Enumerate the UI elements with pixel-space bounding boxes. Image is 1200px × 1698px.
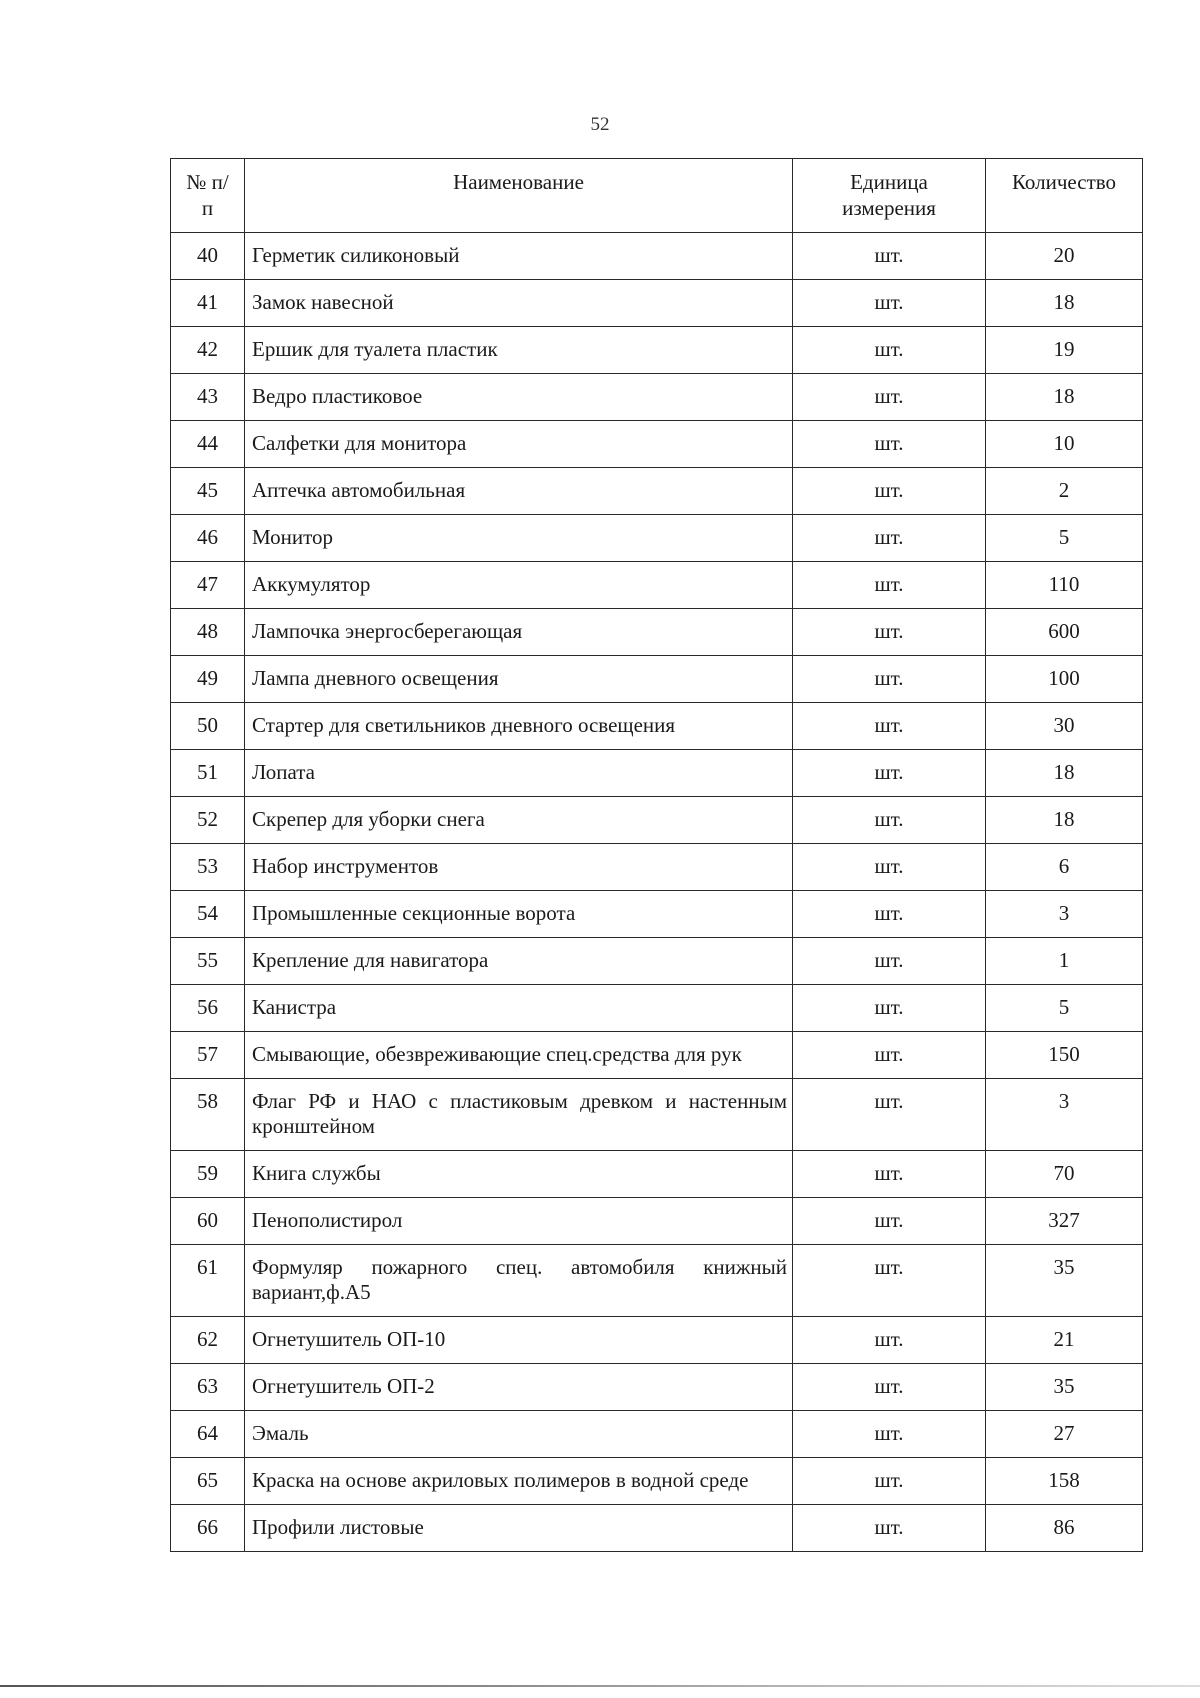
- unit-of-measure: шт.: [793, 985, 986, 1032]
- item-quantity: 86: [986, 1505, 1143, 1552]
- table-header-row: [171, 159, 1143, 233]
- unit-of-measure: шт.: [793, 750, 986, 797]
- unit-of-measure: шт.: [793, 703, 986, 750]
- inventory-table: [170, 158, 1143, 1552]
- table-row: [171, 609, 1143, 656]
- row-number: 58: [171, 1079, 245, 1151]
- item-name: Краска на основе акриловых полимеров в водной среде: [245, 1458, 793, 1505]
- table-row: [171, 1079, 1143, 1151]
- table-row: [171, 1364, 1143, 1411]
- row-number: 59: [171, 1151, 245, 1198]
- item-quantity: 5: [986, 515, 1143, 562]
- page-number: 52: [590, 114, 610, 135]
- item-quantity: 20: [986, 233, 1143, 280]
- unit-of-measure: шт.: [793, 609, 986, 656]
- item-name: Огнетушитель ОП-2: [245, 1364, 793, 1411]
- unit-of-measure: шт.: [793, 468, 986, 515]
- row-number: 62: [171, 1317, 245, 1364]
- item-name: Аккумулятор: [245, 562, 793, 609]
- item-quantity: 327: [986, 1198, 1143, 1245]
- item-quantity: 3: [986, 1079, 1143, 1151]
- item-quantity: 70: [986, 1151, 1143, 1198]
- item-name: Огнетушитель ОП-10: [245, 1317, 793, 1364]
- header-name: Наименование: [245, 159, 793, 233]
- row-number: 46: [171, 515, 245, 562]
- item-quantity: 2: [986, 468, 1143, 515]
- item-quantity: 30: [986, 703, 1143, 750]
- row-number: 49: [171, 656, 245, 703]
- table-row: [171, 844, 1143, 891]
- item-quantity: 158: [986, 1458, 1143, 1505]
- item-quantity: 5: [986, 985, 1143, 1032]
- unit-of-measure: шт.: [793, 891, 986, 938]
- table-row: [171, 1411, 1143, 1458]
- table-row: [171, 1198, 1143, 1245]
- row-number: 48: [171, 609, 245, 656]
- unit-of-measure: шт.: [793, 1079, 986, 1151]
- table-row: [171, 562, 1143, 609]
- item-quantity: 35: [986, 1245, 1143, 1317]
- table-body: [171, 233, 1143, 1552]
- unit-of-measure: шт.: [793, 1151, 986, 1198]
- row-number: 53: [171, 844, 245, 891]
- row-number: 50: [171, 703, 245, 750]
- item-name: Монитор: [245, 515, 793, 562]
- row-number: 63: [171, 1364, 245, 1411]
- unit-of-measure: шт.: [793, 797, 986, 844]
- item-name: Лампа дневного освещения: [245, 656, 793, 703]
- table-row: [171, 1032, 1143, 1079]
- table-row: [171, 280, 1143, 327]
- unit-of-measure: шт.: [793, 233, 986, 280]
- table-row: [171, 797, 1143, 844]
- item-name: Ершик для туалета пластик: [245, 327, 793, 374]
- row-number: 64: [171, 1411, 245, 1458]
- item-quantity: 19: [986, 327, 1143, 374]
- table-row: [171, 515, 1143, 562]
- table-row: [171, 1151, 1143, 1198]
- table-row: [171, 233, 1143, 280]
- item-name: Герметик силиконовый: [245, 233, 793, 280]
- item-name: Флаг РФ и НАО с пластиковым древком и настенным кронштейном: [245, 1079, 793, 1151]
- item-name: Аптечка автомобильная: [245, 468, 793, 515]
- row-number: 57: [171, 1032, 245, 1079]
- unit-of-measure: шт.: [793, 1411, 986, 1458]
- table-row: [171, 703, 1143, 750]
- row-number: 43: [171, 374, 245, 421]
- unit-of-measure: шт.: [793, 515, 986, 562]
- row-number: 52: [171, 797, 245, 844]
- row-number: 47: [171, 562, 245, 609]
- header-unit: Единица измерения: [793, 159, 986, 233]
- row-number: 61: [171, 1245, 245, 1317]
- unit-of-measure: шт.: [793, 562, 986, 609]
- row-number: 41: [171, 280, 245, 327]
- row-number: 56: [171, 985, 245, 1032]
- table-row: [171, 938, 1143, 985]
- row-number: 40: [171, 233, 245, 280]
- row-number: 65: [171, 1458, 245, 1505]
- table-row: [171, 891, 1143, 938]
- item-name: Салфетки для монитора: [245, 421, 793, 468]
- unit-of-measure: шт.: [793, 280, 986, 327]
- unit-of-measure: шт.: [793, 1317, 986, 1364]
- item-name: Ведро пластиковое: [245, 374, 793, 421]
- row-number: 60: [171, 1198, 245, 1245]
- table-row: [171, 750, 1143, 797]
- table-row: [171, 1317, 1143, 1364]
- item-quantity: 3: [986, 891, 1143, 938]
- item-name: Набор инструментов: [245, 844, 793, 891]
- item-quantity: 100: [986, 656, 1143, 703]
- row-number: 51: [171, 750, 245, 797]
- table-row: [171, 421, 1143, 468]
- unit-of-measure: шт.: [793, 656, 986, 703]
- item-quantity: 110: [986, 562, 1143, 609]
- item-name: Крепление для навигатора: [245, 938, 793, 985]
- item-name: Формуляр пожарного спец. автомобиля книжный вариант,ф.А5: [245, 1245, 793, 1317]
- header-number: № п/п: [171, 159, 245, 233]
- unit-of-measure: шт.: [793, 844, 986, 891]
- table-row: [171, 1505, 1143, 1552]
- unit-of-measure: шт.: [793, 1198, 986, 1245]
- item-quantity: 6: [986, 844, 1143, 891]
- unit-of-measure: шт.: [793, 1245, 986, 1317]
- item-name: Эмаль: [245, 1411, 793, 1458]
- unit-of-measure: шт.: [793, 327, 986, 374]
- scan-edge-line: [0, 1685, 1200, 1687]
- item-quantity: 600: [986, 609, 1143, 656]
- row-number: 45: [171, 468, 245, 515]
- table-row: [171, 327, 1143, 374]
- table-row: [171, 1458, 1143, 1505]
- item-quantity: 21: [986, 1317, 1143, 1364]
- unit-of-measure: шт.: [793, 938, 986, 985]
- table-row: [171, 1245, 1143, 1317]
- table-row: [171, 985, 1143, 1032]
- row-number: 55: [171, 938, 245, 985]
- row-number: 54: [171, 891, 245, 938]
- item-quantity: 18: [986, 750, 1143, 797]
- item-quantity: 18: [986, 797, 1143, 844]
- item-quantity: 1: [986, 938, 1143, 985]
- item-name: Лампочка энергосберегающая: [245, 609, 793, 656]
- table-row: [171, 374, 1143, 421]
- item-name: Промышленные секционные ворота: [245, 891, 793, 938]
- row-number: 42: [171, 327, 245, 374]
- item-name: Книга службы: [245, 1151, 793, 1198]
- item-quantity: 10: [986, 421, 1143, 468]
- item-name: Лопата: [245, 750, 793, 797]
- item-quantity: 18: [986, 280, 1143, 327]
- item-name: Стартер для светильников дневного освещения: [245, 703, 793, 750]
- item-name: Пенополистирол: [245, 1198, 793, 1245]
- unit-of-measure: шт.: [793, 1458, 986, 1505]
- unit-of-measure: шт.: [793, 1364, 986, 1411]
- item-name: Смывающие, обезвреживающие спец.средства для рук: [245, 1032, 793, 1079]
- item-quantity: 27: [986, 1411, 1143, 1458]
- item-quantity: 18: [986, 374, 1143, 421]
- item-name: Скрепер для уборки снега: [245, 797, 793, 844]
- unit-of-measure: шт.: [793, 1505, 986, 1552]
- table-row: [171, 656, 1143, 703]
- item-quantity: 35: [986, 1364, 1143, 1411]
- item-quantity: 150: [986, 1032, 1143, 1079]
- unit-of-measure: шт.: [793, 1032, 986, 1079]
- item-name: Замок навесной: [245, 280, 793, 327]
- item-name: Канистра: [245, 985, 793, 1032]
- unit-of-measure: шт.: [793, 421, 986, 468]
- row-number: 44: [171, 421, 245, 468]
- item-name: Профили листовые: [245, 1505, 793, 1552]
- table-row: [171, 468, 1143, 515]
- row-number: 66: [171, 1505, 245, 1552]
- unit-of-measure: шт.: [793, 374, 986, 421]
- header-quantity: Количество: [986, 159, 1143, 233]
